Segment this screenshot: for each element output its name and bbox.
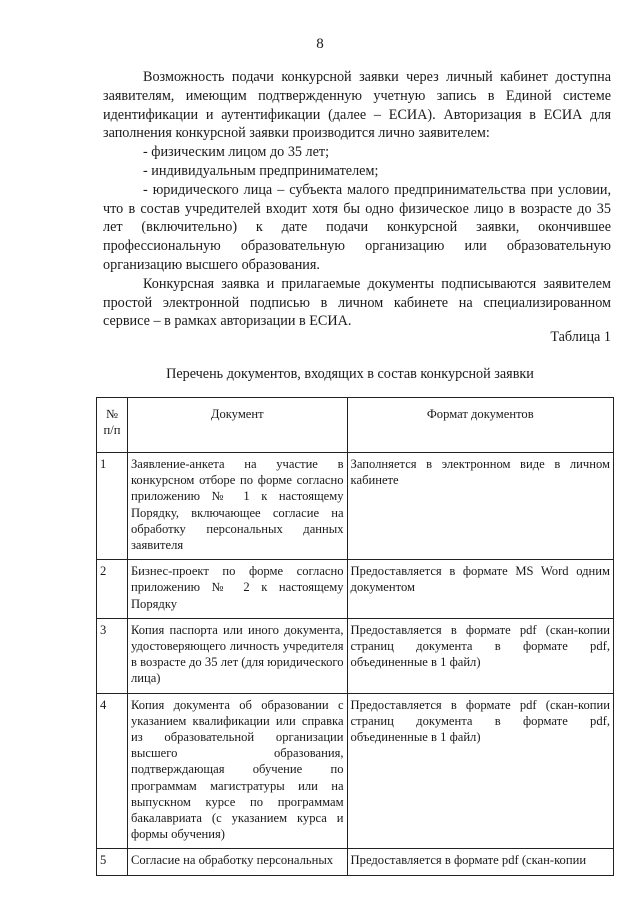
documents-table	[96, 397, 614, 876]
row-document: Копия паспорта или иного документа, удостоверяющего личность учредителя в возрасте до 35 лет (для юридического лица)	[127, 618, 347, 693]
row-number: 2	[97, 560, 128, 619]
row-document: Заявление-анкета на участие в конкурсном отборе по форме согласно приложению № 1 к настоящему Порядку, включающее согласие на обработку персональных данных заявителя	[127, 453, 347, 560]
paragraph-signing: Конкурсная заявка и прилагаемые документы подписываются заявителем простой электронной подписью в личном кабинете на специализированном сервисе – в рамках авторизации в ЕСИА.	[103, 275, 611, 330]
row-document: Копия документа об образовании с указанием квалификации или справка из образовательной организации высшего образования, подтверждающая обучение по программам магистратуры или на выпускном курсе по программам бакалавриата (с указанием курса и формы обучения)	[127, 693, 347, 849]
row-number: 4	[97, 693, 128, 849]
row-format: Предоставляется в формате pdf (скан-копии страниц документа в формате pdf, объединенные в 1 файл)	[347, 618, 613, 693]
row-number: 1	[97, 453, 128, 560]
table-row	[97, 618, 614, 693]
table-row	[97, 560, 614, 619]
header-number: № п/п	[97, 398, 128, 453]
row-format: Предоставляется в формате pdf (скан-копии	[347, 849, 613, 875]
header-document: Документ	[127, 398, 347, 453]
table-label: Таблица 1	[550, 329, 611, 345]
table-row	[97, 453, 614, 560]
table-caption: Перечень документов, входящих в состав конкурсной заявки	[166, 366, 534, 382]
page-number: 8	[316, 36, 324, 52]
row-format: Предоставляется в формате pdf (скан-копии страниц документа в формате pdf, объединенные в 1 файл)	[347, 693, 613, 849]
row-document: Согласие на обработку персональных	[127, 849, 347, 875]
table-row	[97, 849, 614, 875]
row-number: 5	[97, 849, 128, 875]
row-format: Заполняется в электронном виде в личном кабинете	[347, 453, 613, 560]
table-header-row	[97, 398, 614, 453]
row-number: 3	[97, 618, 128, 693]
header-format: Формат документов	[347, 398, 613, 453]
table-row	[97, 693, 614, 849]
body-text	[103, 68, 611, 331]
row-document: Бизнес-проект по форме согласно приложению № 2 к настоящему Порядку	[127, 560, 347, 619]
list-item: - индивидуальным предпринимателем;	[143, 162, 379, 179]
list-item: - юридического лица – субъекта малого предпринимательства при условии, что в состав учредителей входит хотя бы одно физическое лицо в возрасте до 35 лет (включительно) к дате подачи конкурсной заявки, окончившее профессиональную образовательную организацию или образовательную организацию высшего образования.	[103, 181, 611, 273]
list-item: - физическим лицом до 35 лет;	[143, 144, 330, 161]
paragraph-intro: Возможность подачи конкурсной заявки через личный кабинет доступна заявителям, имеющим подтвержденную учетную запись в Единой системе идентификации и аутентификации (далее – ЕСИА). Авторизация в ЕСИА для заполнения конкурсной заявки производится лично заявителем:	[103, 69, 611, 142]
row-format: Предоставляется в формате MS Word одним документом	[347, 560, 613, 619]
